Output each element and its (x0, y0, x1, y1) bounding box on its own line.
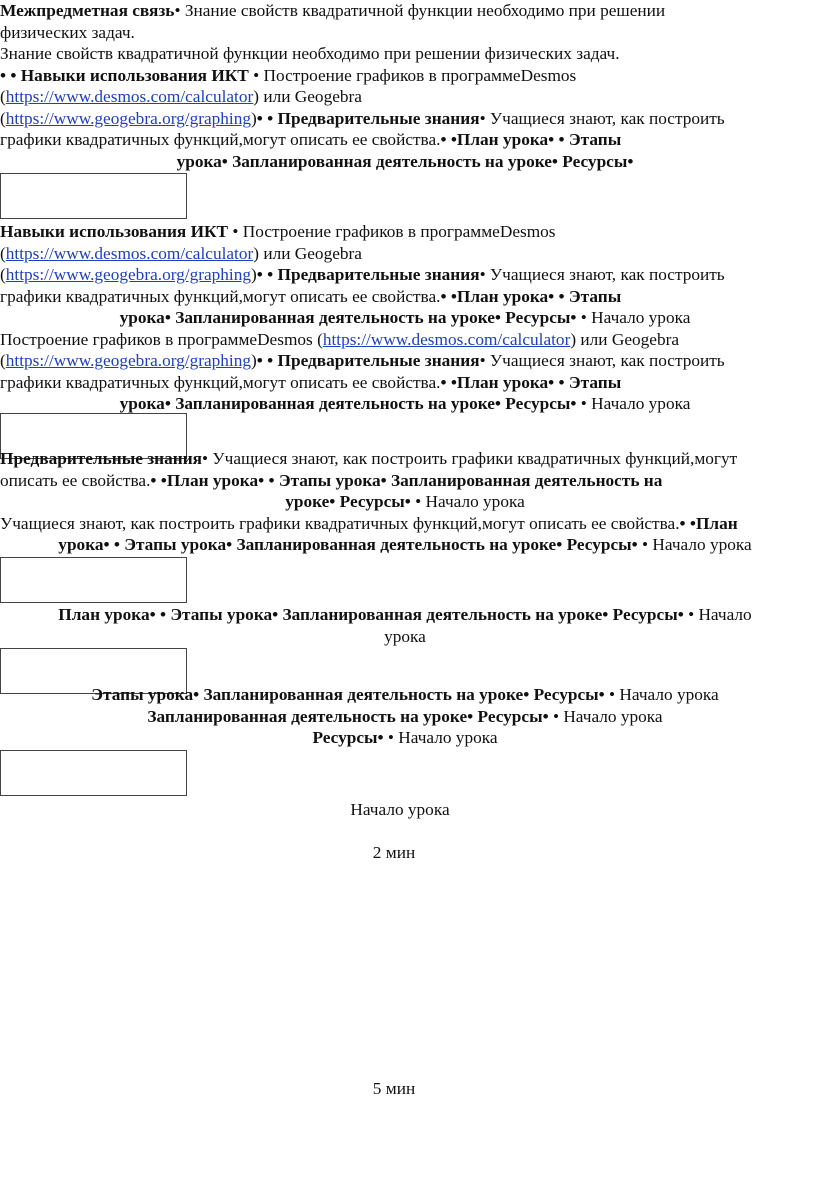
text-line (0, 65, 810, 87)
text: • Начало урока (576, 308, 691, 327)
bold-label: • •План урока• • Этапы урока• Запланированная деятельность на (150, 470, 663, 490)
text-line (0, 491, 810, 513)
bold-label: • •План урока• • Этапы (440, 372, 622, 392)
text-line (0, 108, 810, 130)
bold-label: План урока• • Этапы урока• Запланированная деятельность на уроке• Ресурсы• (58, 605, 684, 624)
bold-label: • • Навыки использования ИКТ (0, 65, 249, 85)
paragraph-intersubject (0, 0, 810, 172)
paragraph-prior-knowledge (0, 448, 810, 556)
text: • Начало урока (576, 394, 691, 413)
bold-label: урока• • Этапы урока• Запланированная деятельность на уроке• Ресурсы• (58, 535, 638, 554)
text: графики квадратичных функций,могут описать ее свойства. (0, 286, 441, 306)
bold-label: • •План (679, 513, 738, 533)
text-line (0, 129, 810, 151)
bold-label: Ресурсы• (312, 728, 384, 747)
text: ( (0, 265, 6, 284)
text-line (0, 534, 810, 556)
duration-label: 5 мин (372, 1079, 416, 1098)
text-line (0, 727, 810, 749)
text-line (0, 372, 810, 394)
text: • Знание свойств квадратичной функции необходимо при решении (174, 1, 666, 20)
text-line: Знание свойств квадратичной функции необходимо при решении физических задач. (0, 44, 620, 63)
text: ) или Geogebra (253, 87, 362, 106)
text-line (0, 513, 810, 535)
text-line (0, 350, 810, 372)
text: • Начало урока (604, 685, 719, 704)
empty-image-box (0, 173, 187, 219)
text: ) или Geogebra (570, 329, 680, 349)
desmos-link[interactable]: https://www.desmos.com/calculator (322, 329, 571, 349)
geogebra-link[interactable]: https://www.geogebra.org/graphing (5, 351, 252, 370)
text-line (0, 264, 810, 286)
text: ) (251, 351, 257, 370)
text: ( (0, 108, 6, 128)
text-line: физических задач. (0, 22, 135, 42)
bold-label: урока• Запланированная деятельность на уроке• Ресурсы• (119, 308, 577, 327)
bold-label: • • Предварительные знания (256, 351, 480, 370)
text-line (0, 0, 810, 22)
text-line (0, 151, 810, 173)
text: • Начало урока (410, 492, 525, 511)
text: ( (0, 243, 6, 263)
empty-image-box (0, 750, 187, 796)
text: • Построение графиков в программеDesmos (248, 65, 577, 85)
text-line (0, 286, 810, 308)
bold-label: Межпредметная связь (0, 1, 175, 20)
text: ) (251, 265, 257, 284)
desmos-link[interactable]: https://www.desmos.com/calculator (5, 243, 254, 263)
text: • Начало урока (637, 535, 752, 554)
text: • Учащиеся знают, как построить (479, 265, 725, 284)
text-line (0, 329, 810, 351)
bold-label: Навыки использования ИКТ (0, 222, 229, 241)
text: ) или Geogebra (253, 243, 362, 263)
text: ) (251, 108, 257, 128)
bold-label: Запланированная деятельность на уроке• Ресурсы• (147, 706, 549, 726)
text: • Учащиеся знают, как построить (479, 108, 725, 128)
bold-label: • • Предварительные знания (256, 265, 480, 284)
text-line (0, 86, 810, 108)
text-line (0, 470, 810, 492)
empty-image-box (0, 557, 187, 603)
text-line: урока (384, 626, 426, 646)
text: • Начало урока (383, 728, 498, 747)
text: • Начало (683, 605, 752, 624)
text-line (0, 221, 810, 243)
bold-label: • • Предварительные знания (256, 108, 480, 128)
text-line (0, 684, 810, 706)
desmos-link[interactable]: https://www.desmos.com/calculator (5, 87, 254, 106)
text-line (0, 448, 810, 470)
text: ( (0, 351, 6, 370)
text-line (0, 393, 810, 415)
paragraph-lesson-plan (0, 604, 810, 647)
text: Построение графиков в программеDesmos ( (0, 329, 323, 349)
bold-label: урока• Запланированная деятельность на уроке• Ресурсы• (176, 151, 634, 171)
lesson-start-label: Начало урока (350, 800, 450, 819)
text: графики квадратичных функций,могут описать ее свойства. (0, 130, 441, 149)
text: • Учащиеся знают, как построить (479, 351, 725, 370)
text: • Начало урока (548, 706, 663, 726)
text: • Построение графиков в программеDesmos (228, 222, 556, 241)
text: Учащиеся знают, как построить графики квадратичных функций,могут описать ее свойства. (0, 513, 680, 533)
bold-label: • •План урока• • Этапы (440, 286, 622, 306)
bold-label: • •План урока• • Этапы (440, 130, 622, 149)
bold-label: урока• Запланированная деятельность на уроке• Ресурсы• (119, 394, 577, 413)
bold-label: уроке• Ресурсы• (285, 492, 411, 511)
text-line (0, 604, 810, 626)
text-line (0, 243, 810, 265)
text: ( (0, 87, 6, 106)
text-line (0, 706, 810, 728)
paragraph-lesson-stages (0, 684, 810, 749)
paragraph-ict-skills (0, 221, 810, 415)
duration-label: 2 мин (372, 843, 416, 862)
bold-label: Этапы урока• Запланированная деятельность на уроке• Ресурсы• (91, 685, 605, 704)
geogebra-link[interactable]: https://www.geogebra.org/graphing (5, 108, 252, 128)
text: • Учащиеся знают, как построить графики квадратичных функций,могут (202, 449, 738, 468)
bold-label: Предварительные знания (0, 449, 203, 468)
geogebra-link[interactable]: https://www.geogebra.org/graphing (5, 265, 252, 284)
text: описать ее свойства. (0, 470, 151, 490)
text-line (0, 307, 810, 329)
text: графики квадратичных функций,могут описать ее свойства. (0, 372, 441, 392)
